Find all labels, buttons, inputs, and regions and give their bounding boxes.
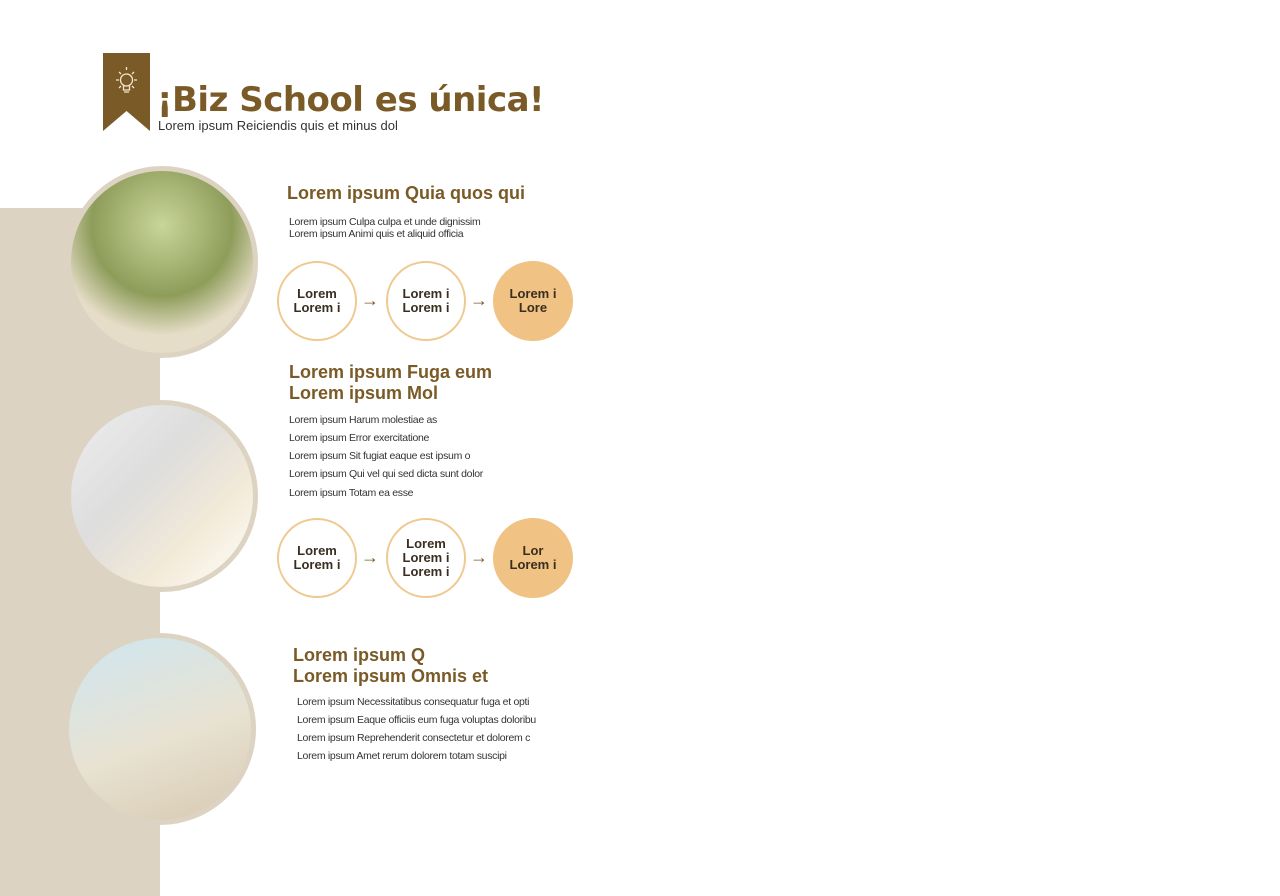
step-circle <box>386 518 466 598</box>
writing-photo <box>66 400 258 592</box>
section2-line: Lorem ipsum Qui vel qui sed dicta sunt dolor <box>289 468 483 480</box>
step-label: Lorem <box>297 543 337 558</box>
section2-heading: Lorem ipsum Mol <box>289 383 439 403</box>
step-label: Lore <box>518 300 548 315</box>
step-circle-final <box>493 518 573 598</box>
section3-line: Lorem ipsum Eaque officiis eum fuga voluptas doloribu <box>297 714 536 726</box>
page-subtitle: Lorem ipsum Reiciendis quis et minus dol <box>158 118 398 133</box>
step-label: Lorem i <box>402 564 450 579</box>
bookmark-lightbulb-icon <box>103 53 150 131</box>
section2-line: Lorem ipsum Sit fugiat eaque est ipsum o <box>289 450 471 462</box>
arrow-right-icon: → <box>470 290 488 310</box>
arrow-right-icon: → <box>361 290 379 310</box>
arrow-right-icon: → <box>470 547 488 567</box>
step-label: Lorem <box>297 286 337 301</box>
section2-heading: Lorem ipsum Fuga eum <box>289 362 493 382</box>
students-photo <box>66 166 258 358</box>
step-label: Lorem i <box>402 300 450 315</box>
section3-heading: Lorem ipsum Q <box>293 645 426 665</box>
step-label: Lor <box>522 543 544 558</box>
section3-line: Lorem ipsum Reprehenderit consectetur et dolorem c <box>297 732 531 744</box>
step-label: Lorem i <box>509 557 557 572</box>
step-label: Lorem i <box>293 300 341 315</box>
page-title: ¡Biz School es única! <box>157 80 545 120</box>
section2-line: Lorem ipsum Error exercitatione <box>289 432 430 444</box>
step-label: Lorem i <box>293 557 341 572</box>
section2-line: Lorem ipsum Harum molestiae as <box>289 414 437 426</box>
section1-line: Lorem ipsum Culpa culpa et unde dignissim <box>289 216 481 228</box>
arrow-right-icon: → <box>361 547 379 567</box>
section3-line: Lorem ipsum Amet rerum dolorem totam suscipi <box>297 750 507 762</box>
section1-heading: Lorem ipsum Quia quos qui <box>287 183 526 203</box>
step-label: Lorem i <box>509 286 557 301</box>
section3-line: Lorem ipsum Necessitatibus consequatur fuga et opti <box>297 696 530 708</box>
step-label: Lorem i <box>402 286 450 301</box>
section3-heading: Lorem ipsum Omnis et <box>293 666 489 686</box>
step-label: Lorem <box>406 536 446 551</box>
step-circle <box>277 261 357 341</box>
step-circle <box>277 518 357 598</box>
step-circle <box>386 261 466 341</box>
section1-line: Lorem ipsum Animi quis et aliquid officia <box>289 228 464 240</box>
classroom-photo <box>64 633 256 825</box>
section2-line: Lorem ipsum Totam ea esse <box>289 487 414 499</box>
step-circle-final <box>493 261 573 341</box>
step-label: Lorem i <box>402 550 450 565</box>
